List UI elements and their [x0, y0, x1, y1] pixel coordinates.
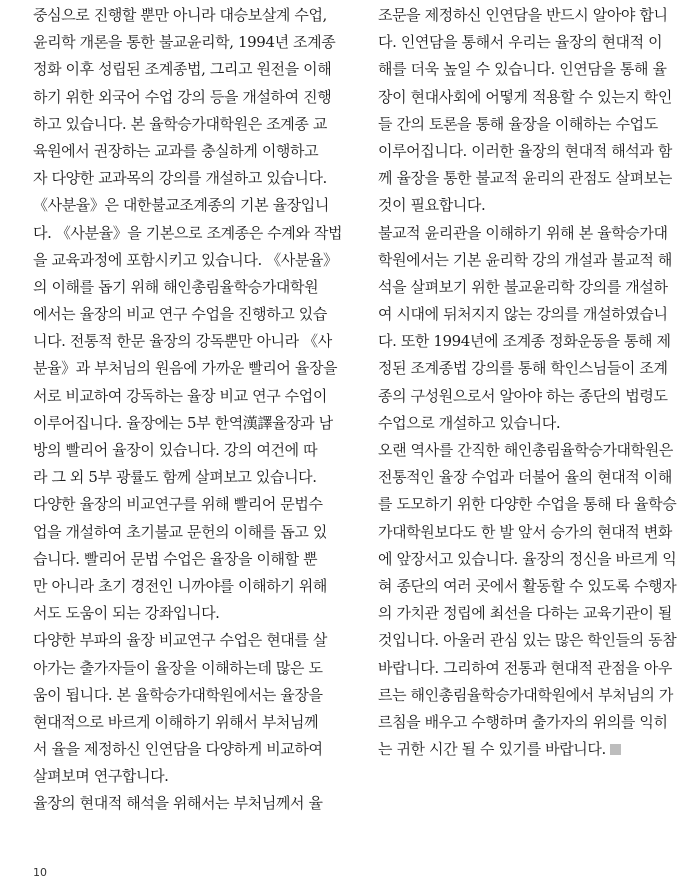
text-line: 중심으로 진행할 뿐만 아니라 대승보살계 수업, — [33, 6, 327, 24]
text-line: 다양한 부파의 율장 비교연구 수업은 현대를 살 — [33, 631, 327, 650]
page-number: 10 — [33, 866, 47, 879]
text-line: 장이 현대사회에 어떻게 적용할 수 있는지 학인 — [378, 87, 672, 106]
text-line: 다. 《사분율》을 기본으로 조계종은 수계와 작법 — [33, 223, 343, 242]
text-line: 율장의 현대적 해석을 위해서는 부처님께서 율 — [33, 794, 323, 813]
text-line: 아가는 출가자들이 율장을 이해하는데 많은 도 — [33, 658, 323, 677]
text-line: 가대학원보다도 한 발 앞서 승가의 현대적 변화 — [378, 522, 672, 541]
text-line: 자 다양한 교과목의 강의를 개설하고 있습니다. — [33, 169, 327, 188]
text-line: 습니다. 빨리어 문법 수업은 율장을 이해할 뿐 — [33, 549, 318, 568]
text-line: 정된 조계종법 강의를 통해 학인스님들이 조계 — [378, 359, 668, 378]
text-line: 것입니다. 아울러 관심 있는 많은 학인들의 동참 — [378, 631, 677, 650]
text-line: 육원에서 권장하는 교과를 충실하게 이행하고 — [33, 141, 319, 160]
text-line: 석을 살펴보기 위한 불교윤리학 강의를 개설하 — [378, 277, 668, 296]
text-line: 이루어집니다. 이러한 율장의 현대적 해석과 함 — [378, 141, 672, 160]
text-line: 것이 필요합니다. — [378, 196, 486, 215]
text-line: 에 앞장서고 있습니다. 율장의 정신을 바르게 익 — [378, 549, 677, 568]
text-line: 서도 도움이 되는 강좌입니다. — [33, 604, 220, 623]
end-of-article-square-icon — [610, 744, 621, 755]
text-line: 하기 위한 외국어 수업 강의 등을 개설하여 진행 — [33, 87, 332, 106]
text-line: 전통적인 율장 수업과 더불어 율의 현대적 이해 — [378, 468, 672, 487]
text-line: 을 교육과정에 포함시키고 있습니다. 《사분율》 — [33, 250, 338, 269]
text-line: 《사분율》은 대한불교조계종의 기본 율장입니 — [33, 196, 329, 215]
text-line: 조문을 제정하신 인연담을 반드시 알아야 합니 — [378, 6, 668, 24]
text-line: 다양한 율장의 비교연구를 위해 빨리어 문법수 — [33, 495, 323, 514]
text-line: 오랜 역사를 간직한 해인총림율학승가대학원은 — [378, 441, 673, 459]
text-line-last-text: 는 귀한 시간 될 수 있기를 바랍니다. — [378, 740, 606, 759]
text-line: 혀 종단의 여러 곳에서 활동할 수 있도록 수행자 — [378, 576, 677, 595]
text-line: 르침을 배우고 수행하며 출가자의 위의를 익히 — [378, 712, 668, 731]
text-line: 정화 이후 성립된 조계종법, 그리고 원전을 이해 — [33, 60, 332, 79]
left-column — [33, 2, 343, 818]
text-line: 수업으로 개설하고 있습니다. — [378, 413, 561, 432]
text-line: 업을 개설하여 초기불교 문헌의 이해를 돕고 있 — [33, 522, 327, 541]
text-line: 서 율을 제정하신 인연담을 다양하게 비교하여 — [33, 740, 323, 759]
right-column — [378, 2, 677, 763]
text-line: 불교적 윤리관을 이해하기 위해 본 율학승가대 — [378, 223, 668, 242]
text-line: 들 간의 토론을 통해 율장을 이해하는 수업도 — [378, 114, 658, 133]
text-line: 방의 빨리어 율장이 있습니다. 강의 여건에 따 — [33, 441, 318, 459]
text-line: 의 가치관 정립에 최선을 다하는 교육기관이 될 — [378, 604, 672, 623]
text-line: 종의 구성원으로서 알아야 하는 종단의 법령도 — [378, 386, 668, 405]
text-line: 학원에서는 기본 윤리학 강의 개설과 불교적 해 — [378, 250, 672, 269]
text-line: 살펴보며 연구합니다. — [33, 767, 169, 786]
text-line: 윤리학 개론을 통한 불교윤리학, 1994년 조계종 — [33, 33, 336, 52]
text-line: 해를 더욱 높일 수 있습니다. 인연담을 통해 율 — [378, 60, 667, 79]
text-line: 의 이해를 돕기 위해 해인총림율학승가대학원 — [33, 277, 319, 296]
text-line: 다. 인연담을 통해서 우리는 율장의 현대적 이 — [378, 33, 663, 52]
text-line: 만 아니라 초기 경전인 니까야를 이해하기 위해 — [33, 576, 327, 595]
text-line: 라 그 외 5부 광률도 함께 살펴보고 있습니다. — [33, 468, 317, 487]
text-line: 하고 있습니다. 본 율학승가대학원은 조계종 교 — [33, 114, 327, 133]
text-line: 께 율장을 통한 불교적 윤리의 관점도 살펴보는 — [378, 169, 672, 188]
text-line: 여 시대에 뒤처지지 않는 강의를 개설하였습니 — [378, 305, 668, 324]
text-line: 에서는 율장의 비교 연구 수업을 진행하고 있습 — [33, 305, 327, 324]
text-line: 움이 됩니다. 본 율학승가대학원에서는 율장을 — [33, 685, 323, 704]
text-line: 이루어집니다. 율장에는 5부 한역漢譯율장과 남 — [33, 413, 333, 432]
text-line: 분율》과 부처님의 원음에 가까운 빨리어 율장을 — [33, 359, 338, 378]
text-line: 니다. 전통적 한문 율장의 강독뿐만 아니라 《사 — [33, 332, 332, 351]
text-line: 현대적으로 바르게 이해하기 위해서 부처님께 — [33, 712, 319, 731]
text-line: 서로 비교하여 강독하는 율장 비교 연구 수업이 — [33, 386, 327, 405]
text-line: 다. 또한 1994년에 조계종 정화운동을 통해 제 — [378, 332, 671, 351]
text-line: 를 도모하기 위한 다양한 수업을 통해 타 율학승 — [378, 495, 677, 514]
text-line: 르는 해인총림율학승가대학원에서 부처님의 가 — [378, 685, 673, 704]
text-line-last — [378, 736, 674, 763]
text-line: 바랍니다. 그리하여 전통과 현대적 관점을 아우 — [378, 658, 672, 677]
